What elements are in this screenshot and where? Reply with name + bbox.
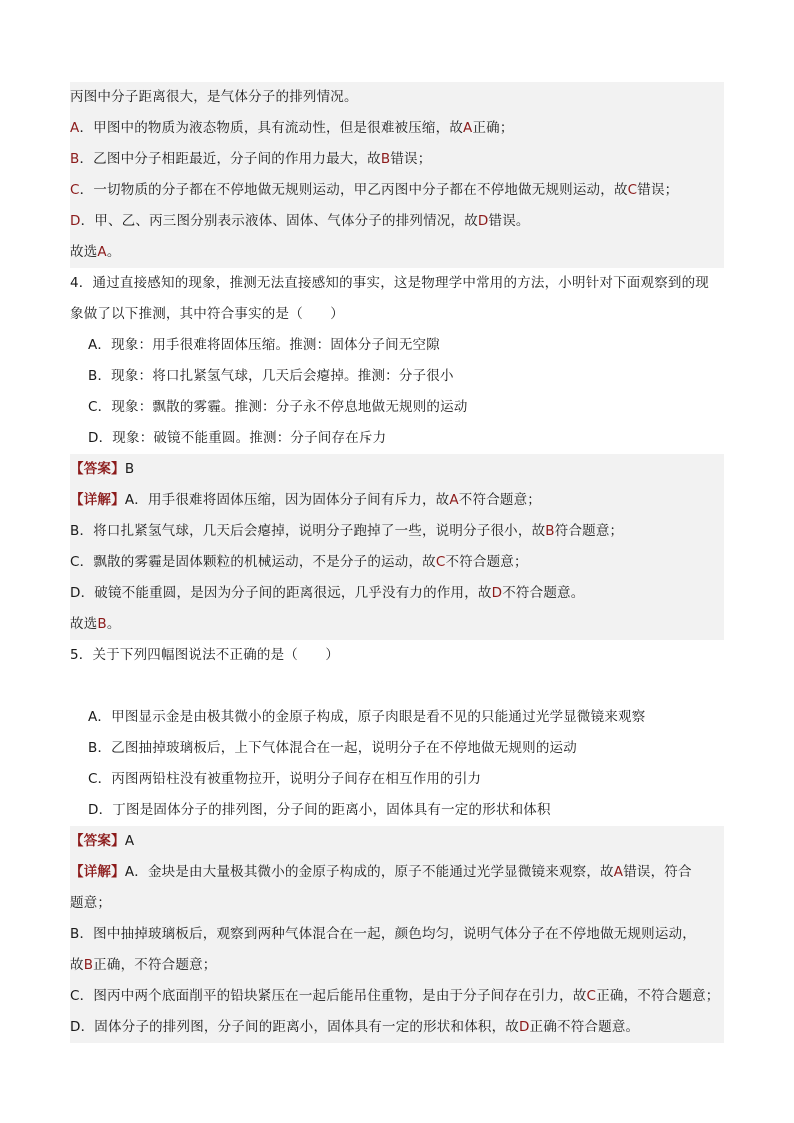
q4-detail-c: C．飘散的雾霾是固体颗粒的机械运动，不是分子的运动，故C不符合题意； — [70, 547, 724, 578]
q5-figure-gap — [70, 671, 724, 702]
q5-detail-d: D．固体分子的排列图，分子间的距离小，固体具有一定的形状和体积，故D正确不符合题意。 — [70, 1012, 724, 1043]
q4-option-b: B．现象：将口扎紧氢气球，几天后会瘪掉。推测：分子很小 — [88, 368, 454, 384]
q4-stem-line-1: 4．通过直接感知的现象，推测无法直接感知的事实，这是物理学中常用的方法，小明针对下面观察到的现 — [70, 275, 709, 291]
q4-option-c: C．现象：飘散的雾霾。推测：分子永不停息地做无规则的运动 — [88, 399, 468, 415]
q4-option-d: D．现象：破镜不能重圆。推测：分子间存在斥力 — [88, 430, 387, 446]
q5-option-d: D．丁图是固体分子的排列图，分子间的距离小，固体具有一定的形状和体积 — [88, 802, 551, 818]
q4-detail-b: B．将口扎紧氢气球，几天后会瘪掉，说明分子跑掉了一些，说明分子很小，故B符合题意； — [70, 516, 724, 547]
q3-conclusion: 故选A。 — [70, 237, 724, 268]
q5-detail-b-line-2: 故B正确，不符合题意； — [70, 950, 724, 981]
q4-answer: 【答案】B — [70, 454, 724, 485]
q4-detail-a: 【详解】A．用手很难将固体压缩，因为固体分子间有斥力，故A不符合题意； — [70, 485, 724, 516]
q4-stem-line-2: 象做了以下推测，其中符合事实的是（ ） — [70, 306, 344, 322]
q5-detail-b-line-1: B．图中抽掉玻璃板后，观察到两种气体混合在一起，颜色均匀，说明气体分子在不停地做无规则运动， — [70, 919, 724, 950]
q3-analysis-option-a: A．甲图中的物质为液态物质，具有流动性，但是很难被压缩，故A正确； — [70, 113, 724, 144]
q5-answer: 【答案】A — [70, 826, 724, 857]
q3-analysis-option-c: C．一切物质的分子都在不停地做无规则运动，甲乙丙图中分子都在不停地做无规则运动，故C错误； — [70, 175, 724, 206]
document-page — [70, 82, 724, 1043]
q5-stem: 5．关于下列四幅图说法不正确的是（ ） — [70, 647, 340, 663]
q4-conclusion: 故选B。 — [70, 609, 724, 640]
q5-option-b: B．乙图抽掉玻璃板后，上下气体混合在一起，说明分子在不停地做无规则的运动 — [88, 740, 577, 756]
q5-detail-c: C．图丙中两个底面削平的铅块紧压在一起后能吊住重物，是由于分子间存在引力，故C正确，不符合题意； — [70, 981, 724, 1012]
q4-option-a: A．现象：用手很难将固体压缩。推测：固体分子间无空隙 — [88, 337, 440, 353]
q5-option-c: C．丙图两铅柱没有被重物拉开，说明分子间存在相互作用的引力 — [88, 771, 482, 787]
q4-detail-d: D．破镜不能重圆，是因为分子间的距离很远，几乎没有力的作用，故D不符合题意。 — [70, 578, 724, 609]
q5-detail-a-line-1: 【详解】A．金块是由大量极其微小的金原子构成的，原子不能通过光学显微镜来观察，故A错误，符合 — [70, 857, 724, 888]
q5-option-a: A．甲图显示金是由极其微小的金原子构成，原子肉眼是看不见的只能通过光学显微镜来观察 — [88, 709, 646, 725]
q3-analysis-option-b: B．乙图中分子相距最近，分子间的作用力最大，故B错误； — [70, 144, 724, 175]
q3-analysis-option-d: D．甲、乙、丙三图分别表示液体、固体、气体分子的排列情况，故D错误。 — [70, 206, 724, 237]
q3-analysis-intro: 丙图中分子距离很大，是气体分子的排列情况。 — [70, 82, 724, 113]
q5-detail-a-line-2: 题意； — [70, 888, 724, 919]
